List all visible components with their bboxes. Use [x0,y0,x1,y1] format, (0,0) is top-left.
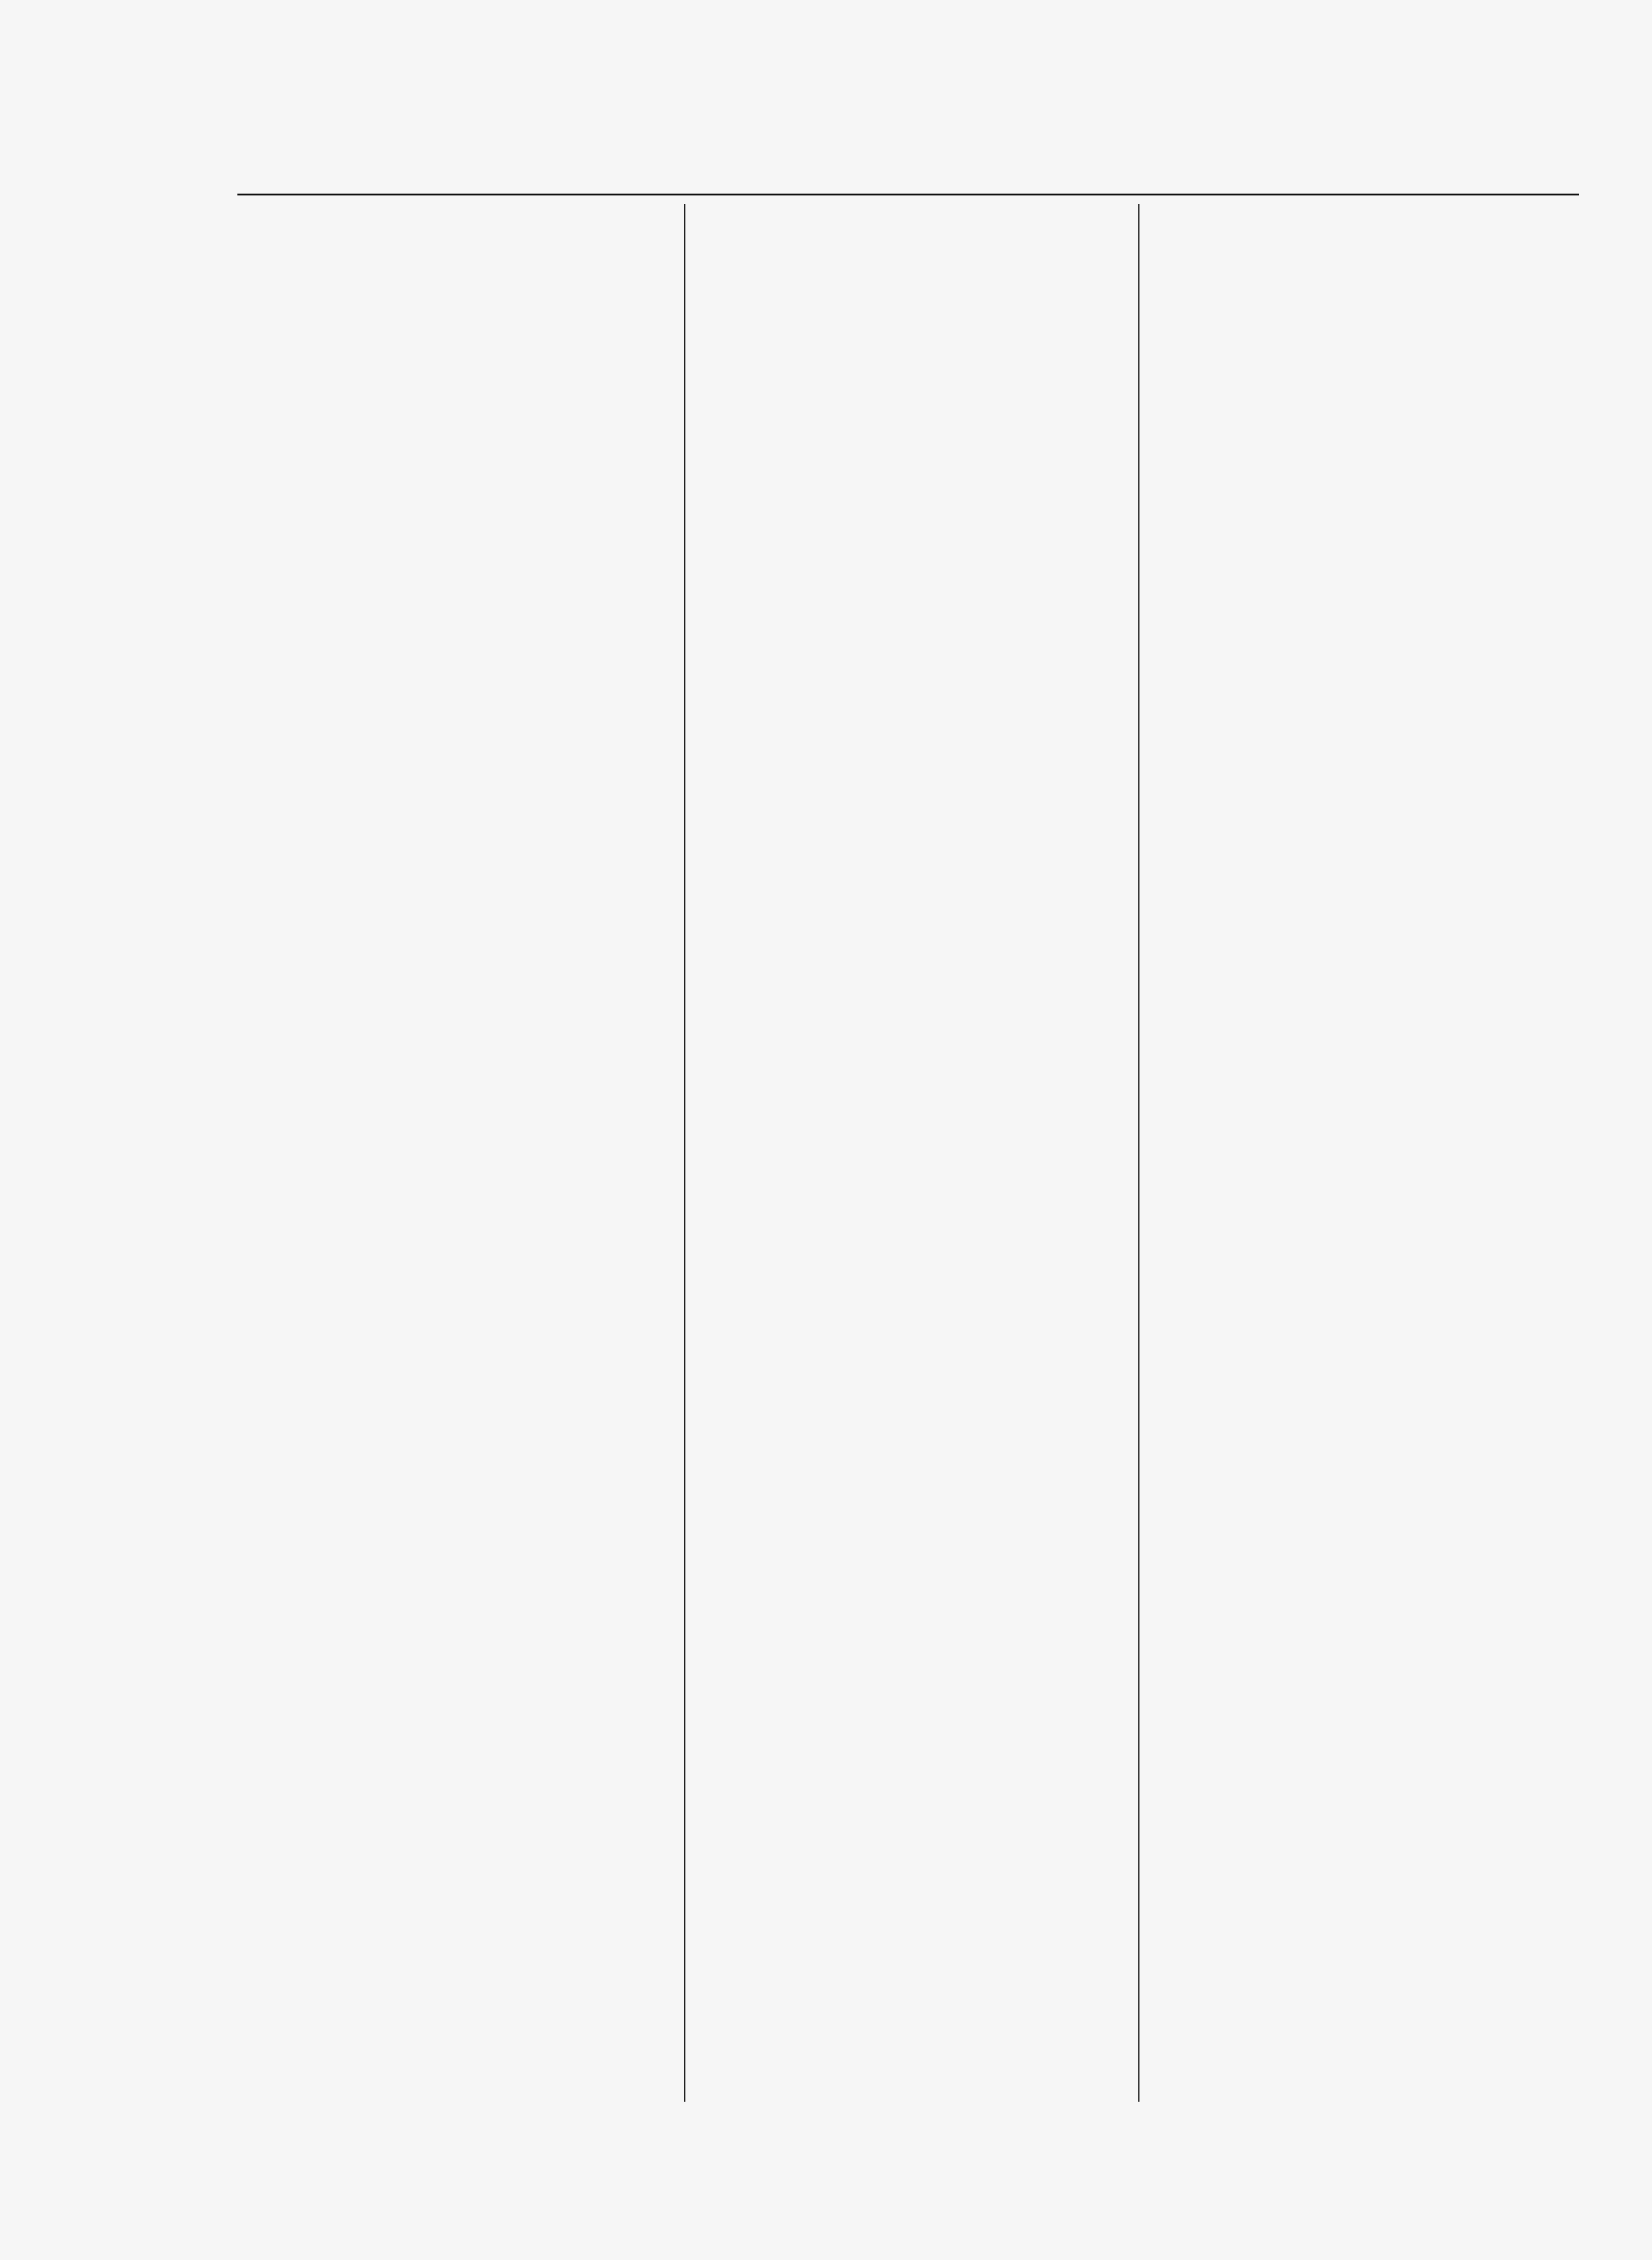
column-2 [684,204,1125,2102]
column-1 [237,204,671,2102]
text-columns [237,204,1579,2102]
column-3 [1138,204,1579,2102]
header-rule [237,194,1579,195]
